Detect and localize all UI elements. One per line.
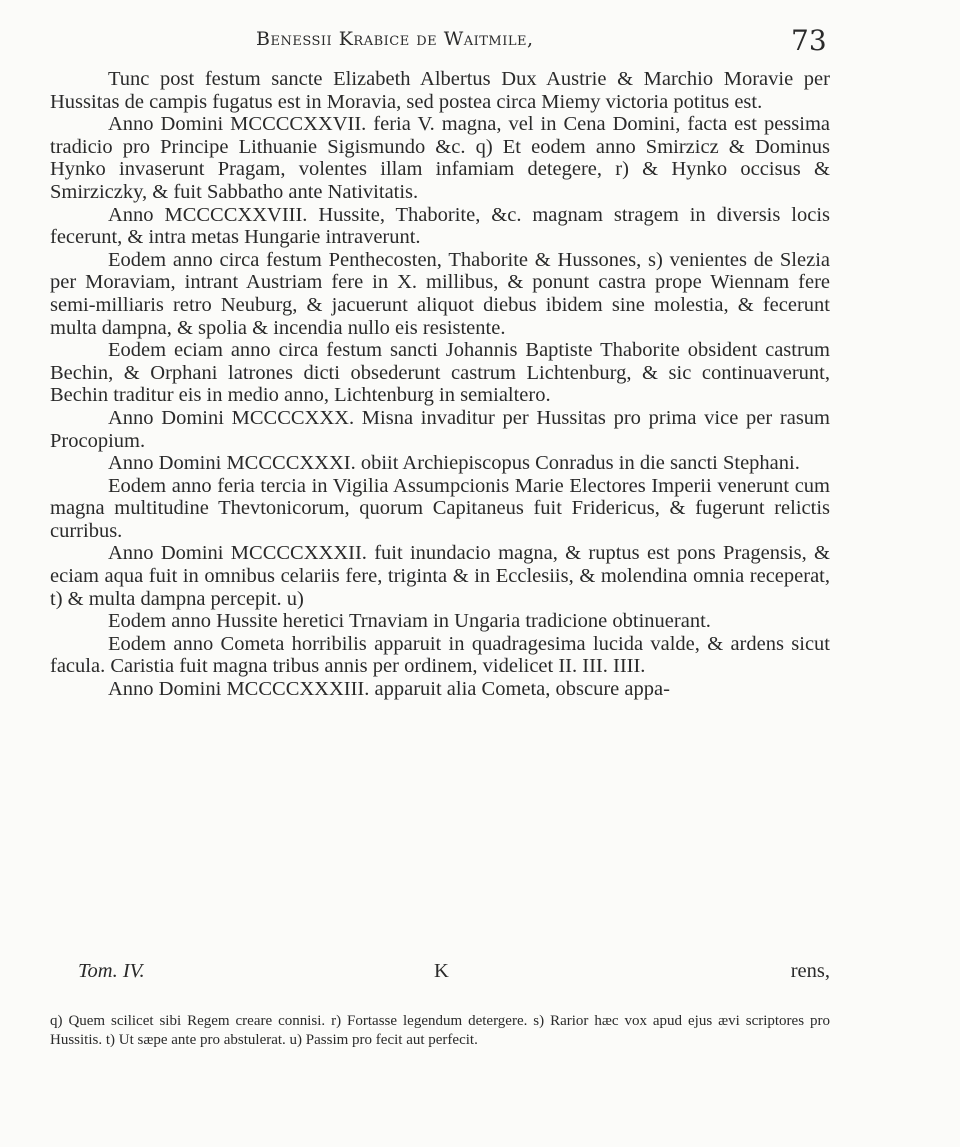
signature-mark: K	[434, 960, 449, 982]
paragraph: Anno Domini MCCCCXXX. Misna invaditur per Hussitas pro prima vice per rasum Procopium.	[50, 406, 830, 452]
paragraph: Eodem anno feria tercia in Vigilia Assumpcionis Marie Electores Imperii venerunt cum magna multitudine Thevtonicorum, quorum Capitaneus fuit Fridericus, & fugerunt relictis curribus.	[50, 474, 830, 542]
paragraph: Eodem anno circa festum Penthecosten, Thaborite & Hussones, s) venientes de Slezia per Moraviam, intrant Austriam fere in X. millibus, & ponunt castra prope Wiennam fere semi-milliaris retro Neuburg, & jacuerunt aliquot diebus ibidem sine molestia, & fecerunt multa dampna, & spolia & incendia nullo eis resistente.	[50, 248, 830, 339]
paragraph: Eodem anno Cometa horribilis apparuit in quadragesima lucida valde, & ardens sicut facula. Caristia fuit magna tribus annis per ordinem, videlicet II. III. IIII.	[50, 632, 830, 678]
page-header	[0, 24, 960, 60]
paragraph: Anno Domini MCCCCXXXI. obiit Archiepiscopus Conradus in die sancti Stephani.	[108, 452, 800, 475]
paragraph: Anno Domini MCCCCXXXIII. apparuit alia Cometa, obscure appa-	[108, 678, 670, 701]
footnotes	[50, 1012, 830, 1050]
main-text	[50, 68, 830, 701]
paragraph: Anno MCCCCXXVIII. Hussite, Thaborite, &c. magnam stragem in diversis locis fecerunt, & intra metas Hungarie intraverunt.	[50, 203, 830, 249]
signature-line	[50, 960, 830, 990]
paragraph: Eodem anno Hussite heretici Trnaviam in Ungaria tradicione obtinuerant.	[108, 610, 711, 633]
paragraph: Anno Domini MCCCCXXVII. feria V. magna, vel in Cena Domini, facta est pessima tradicio pro Principe Lithuanie Sigismundo &c. q) Et eodem anno Smirzicz & Dominus Hynko invaserunt Pragam, volentes illam infamiam detegere, r) & Hynko occisus & Smirziczky, & fuit Sabbatho ante Nativitatis.	[50, 113, 830, 203]
paragraph: Tunc post festum sancte Elizabeth Albertus Dux Austrie & Marchio Moravie per Hussitas de campis fugatus est in Moravia, sed postea circa Miemy victoria potitus est.	[50, 68, 830, 113]
tome-label: Tom. IV.	[78, 960, 145, 982]
paragraph: Eodem eciam anno circa festum sancti Johannis Baptiste Thaborite obsident castrum Bechin, & Orphani latrones dicti obsederunt castrum Lichtenburg, & sic continuaverunt, Bechin traditur eis in medio anno, Lichtenburg in semialtero.	[50, 339, 830, 407]
page-number: 73	[791, 24, 827, 57]
footnote-text: q) Quem scilicet sibi Regem creare connisi. r) Fortasse legendum detergere. s) Rarior hæc vox apud ejus ævi scriptores pro Hussitis. t) Ut sæpe ante pro abstulerat. u) Passim pro fecit aut perfecit.	[50, 1013, 830, 1048]
paragraph: Anno Domini MCCCCXXXII. fuit inundacio magna, & ruptus est pons Pragensis, & eciam aqua fuit in omnibus celariis fere, triginta & in Ecclesiis, & molendina omnia receperat, t) & multa dampna percepit. u)	[50, 542, 830, 610]
running-title: Benessii Krabice de Waitmile,	[256, 28, 534, 50]
catchword: rens,	[790, 960, 830, 982]
